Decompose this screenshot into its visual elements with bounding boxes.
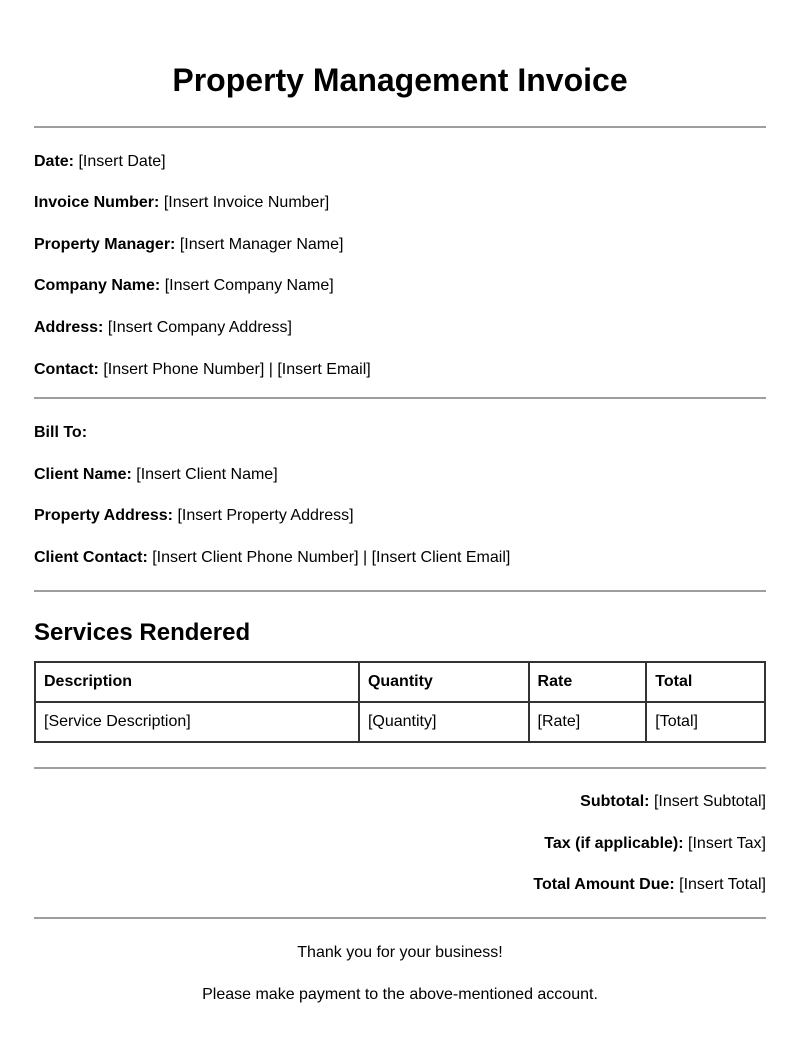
- bill-to-label: Bill To:: [34, 424, 88, 441]
- invoice-number-line: [34, 193, 329, 213]
- column-header-quantity: Quantity: [359, 662, 529, 702]
- divider-table: [34, 767, 766, 769]
- cell-description: [Service Description]: [35, 702, 359, 742]
- property-manager-line: [34, 235, 343, 255]
- client-contact-line: [34, 548, 510, 568]
- divider-info: [34, 397, 766, 399]
- payment-note: Please make payment to the above-mentioned account.: [202, 986, 598, 1003]
- total-due-label: Total Amount Due:: [533, 876, 675, 893]
- cell-total: [Total]: [646, 702, 765, 742]
- total-due-value: [Insert Total]: [679, 876, 766, 893]
- company-name-label: Company Name:: [34, 277, 161, 294]
- column-header-total: Total: [646, 662, 765, 702]
- client-contact-label: Client Contact:: [34, 549, 148, 566]
- property-manager-value: [Insert Manager Name]: [179, 236, 344, 253]
- column-header-rate: Rate: [529, 662, 647, 702]
- company-contact-value: [Insert Phone Number] | [Insert Email]: [103, 361, 371, 378]
- divider-top: [34, 126, 766, 128]
- company-name-line: [34, 276, 334, 296]
- property-manager-label: Property Manager:: [34, 236, 176, 253]
- services-heading: Services Rendered: [34, 619, 251, 646]
- invoice-number-label: Invoice Number:: [34, 194, 160, 211]
- services-table: [34, 661, 766, 743]
- page-title: Property Management Invoice: [172, 62, 628, 98]
- company-name-value: [Insert Company Name]: [164, 277, 334, 294]
- divider-bill-to: [34, 590, 766, 592]
- company-address-value: [Insert Company Address]: [107, 319, 292, 336]
- property-address-line: [34, 506, 354, 526]
- property-address-value: [Insert Property Address]: [177, 507, 354, 524]
- date-line: [34, 152, 166, 172]
- table-row: [35, 702, 765, 742]
- client-name-label: Client Name:: [34, 466, 132, 483]
- date-label: Date:: [34, 153, 75, 170]
- property-address-label: Property Address:: [34, 507, 173, 524]
- subtotal-line: [580, 792, 766, 812]
- client-contact-value: [Insert Client Phone Number] | [Insert Client Email]: [152, 549, 511, 566]
- cell-rate: [Rate]: [529, 702, 647, 742]
- total-due-line: [533, 875, 766, 895]
- tax-line: [544, 834, 766, 854]
- subtotal-value: [Insert Subtotal]: [653, 793, 766, 810]
- tax-label: Tax (if applicable):: [544, 835, 684, 852]
- client-name-line: [34, 465, 278, 485]
- divider-totals: [34, 917, 766, 919]
- column-header-description: Description: [35, 662, 359, 702]
- table-header-row: [35, 662, 765, 702]
- client-name-value: [Insert Client Name]: [136, 466, 278, 483]
- bill-to-heading: [34, 423, 87, 443]
- company-address-label: Address:: [34, 319, 104, 336]
- cell-quantity: [Quantity]: [359, 702, 529, 742]
- company-contact-line: [34, 360, 371, 380]
- thank-you-text: Thank you for your business!: [297, 944, 503, 961]
- subtotal-label: Subtotal:: [580, 793, 650, 810]
- invoice-number-value: [Insert Invoice Number]: [163, 194, 330, 211]
- tax-value: [Insert Tax]: [688, 835, 766, 852]
- date-value: [Insert Date]: [78, 153, 166, 170]
- company-contact-label: Contact:: [34, 361, 99, 378]
- company-address-line: [34, 318, 292, 338]
